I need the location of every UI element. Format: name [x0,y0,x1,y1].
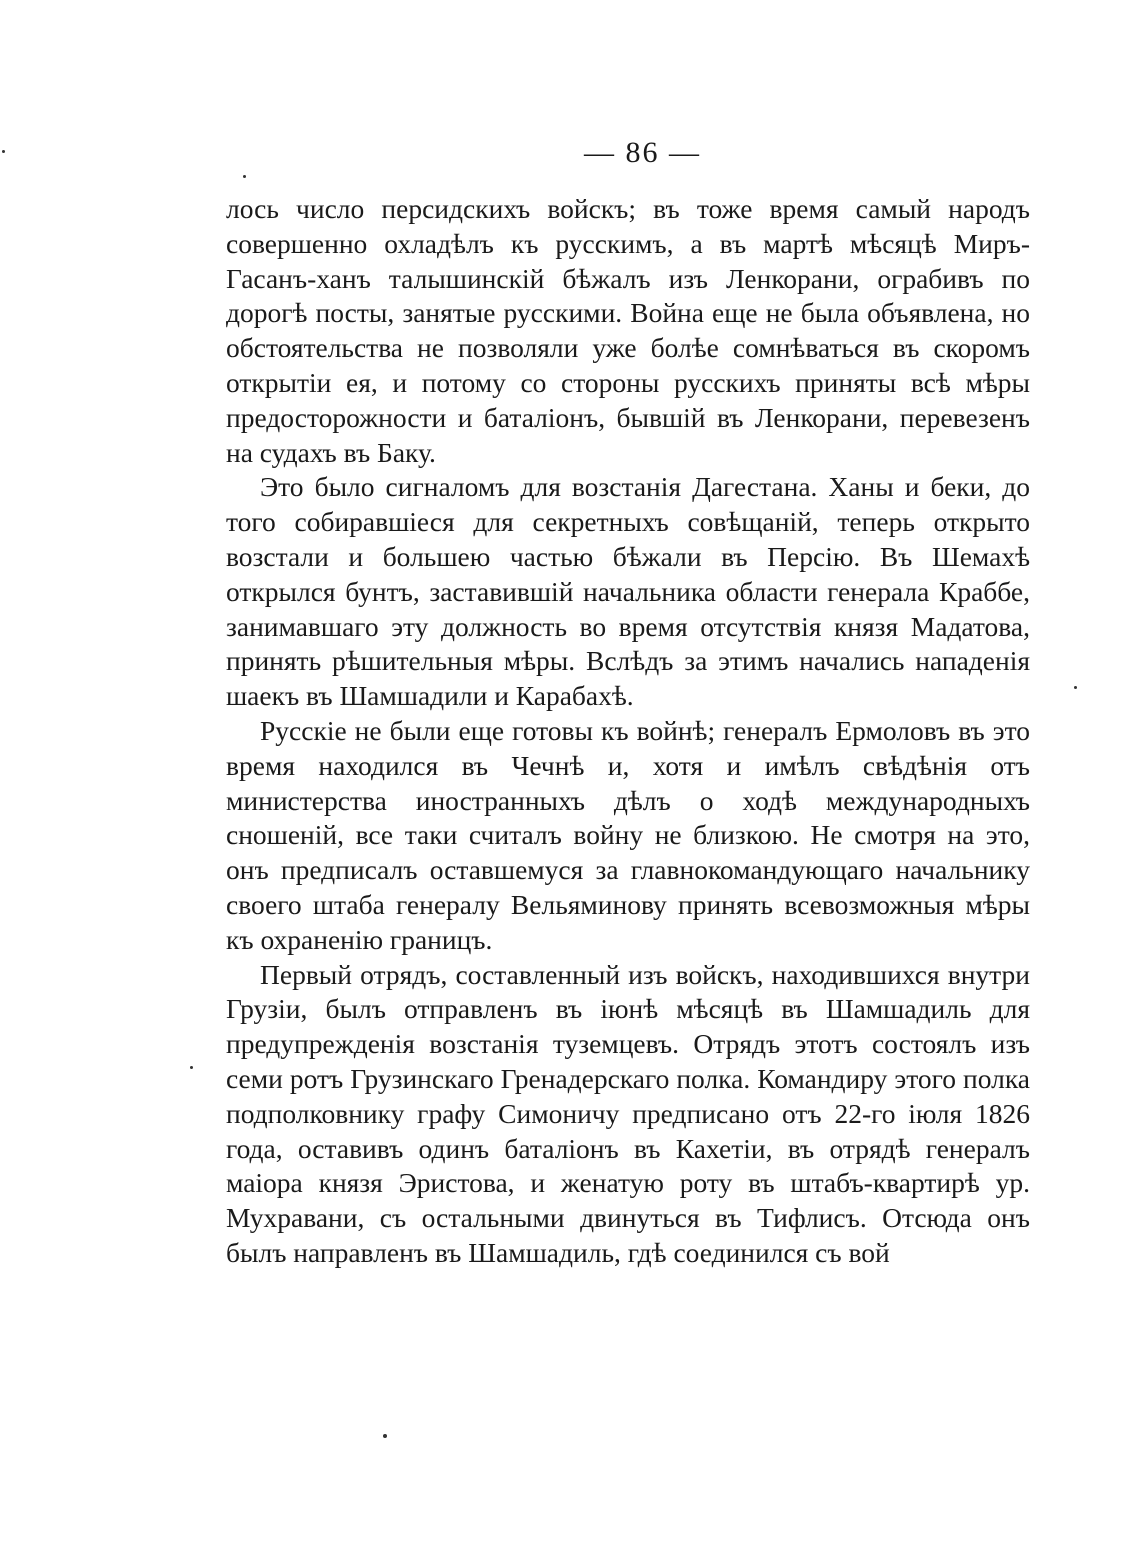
page-number: — 86 — [584,136,701,169]
paragraph-3: Русскіе не были еще готовы къ войнѣ; генералъ Ермоловъ въ это время находился въ Чечнѣ и, хотя и имѣлъ свѣдѣнія отъ министерства иностранныхъ дѣлъ о ходѣ международныхъ сношеній, все таки считалъ войну не близкою. Не смотря на это, онъ предписалъ оставшемуся за главнокомандующаго начальнику своего штаба генералу Вельяминову принять всевозможныя мѣры къ охраненію границъ. [226,714,1030,955]
scan-speck [1074,686,1077,689]
paragraph-1: лось число персидскихъ войскъ; въ тоже время самый народъ совершенно охладѣлъ къ русскимъ, а въ мартѣ мѣсяцѣ Миръ-Гасанъ-ханъ талышинскій бѣжалъ изъ Ленкорани, ограбивъ по дорогѣ посты, занятые русскими. Война еще не была объявлена, но обстоятельства не позволяли уже болѣе сомнѣваться въ скоромъ открытіи ея, и потому со стороны русскихъ приняты всѣ мѣры предосторожности и баталіонъ, бывшій въ Ленкорани, перевезенъ на судахъ въ Баку. [226,193,1030,468]
scan-speck [243,175,246,178]
scan-speck [190,1066,193,1069]
scan-speck [383,1434,387,1438]
paragraph-2: Это было сигналомъ для возстанія Дагестана. Ханы и беки, до того собиравшіеся для секретныхъ совѣщаній, теперь открыто возстали и большею частью бѣжали въ Персію. Въ Шемахѣ открылся бунтъ, заставившій начальника области генерала Краббе, занимавшаго эту должность во время отсутствія князя Мадатова, принять рѣшительныя мѣры. Вслѣдъ за этимъ начались нападенія шаекъ въ Шамшадили и Карабахѣ. [226,471,1030,712]
paragraph-4: Первый отрядъ, составленный изъ войскъ, находившихся внутри Грузіи, былъ отправленъ въ іюнѣ мѣсяцѣ въ Шамшадиль для предупрежденія возстанія туземцевъ. Отрядъ этотъ состоялъ изъ семи ротъ Грузинскаго Гренадерскаго полка. Командиру этого полка подполковнику графу Симоничу предписано отъ 22-го іюля 1826 года, оставивъ одинъ баталіонъ въ Кахетіи, въ отрядѣ генералъ маіора князя Эристова, и женатую роту въ штабъ-квартирѣ ур. Мухравани, съ остальными двинуться въ Тифлисъ. Отсюда онъ былъ направленъ въ Шамшадиль, гдѣ соединился съ вой [226,958,1030,1268]
body-text [226,192,1030,1271]
scan-speck [2,150,5,153]
